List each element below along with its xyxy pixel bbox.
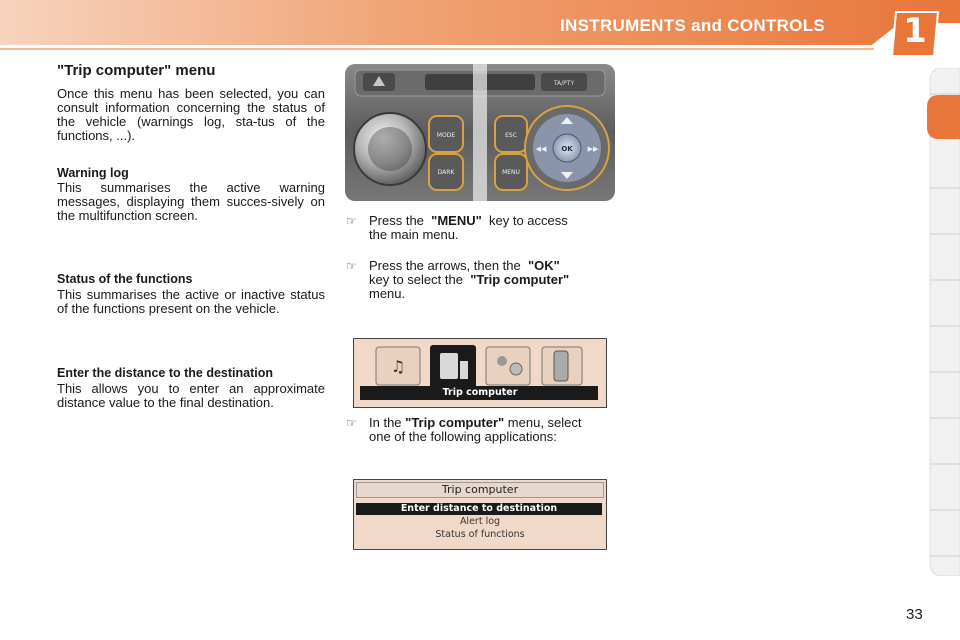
active-chapter-tab[interactable] (925, 95, 960, 139)
screen2-item-alert-log[interactable]: Alert log (459, 516, 501, 527)
warning-log-text: This summarises the active warning messages, displaying them succes-sively on the multifunction screen. (57, 180, 325, 223)
step2-line3: menu. (369, 286, 406, 301)
page-number: 33 (906, 606, 923, 623)
pointing-hand-icon: ☞ (346, 416, 357, 430)
esc-label: ESC (505, 132, 517, 139)
trip-computer-screen (353, 479, 607, 550)
control-panel-photo (345, 64, 615, 201)
step3-line1: In the "Trip computer" menu, select (369, 415, 582, 430)
mode-label: MODE (436, 132, 456, 139)
distance-heading: Enter the distance to the destination (57, 366, 273, 380)
menu-label: MENU (502, 169, 520, 176)
screen1-selected-label: Trip computer (442, 387, 518, 398)
distance-text: This allows you to enter an approximate distance value to the final destination. (57, 381, 325, 410)
intro-paragraph: Once this menu has been selected, you can consult information concerning the status of the vehicle (warnings log, sta-tus of the functions, ...). (57, 86, 325, 143)
pointing-hand-icon: ☞ (346, 214, 357, 228)
step1-line2: the main menu. (369, 227, 459, 242)
chapter-tabs-rail (928, 68, 960, 576)
svg-text:◀◀: ◀◀ (535, 145, 547, 153)
main-menu-screen (353, 338, 607, 408)
section-title: INSTRUMENTS and CONTROLS (560, 16, 826, 35)
ok-label: OK (561, 145, 573, 153)
screen2-selected-item[interactable]: Enter distance to destination (356, 503, 602, 515)
screen2-title: Trip computer (441, 483, 519, 496)
step3-line2: one of the following applications: (369, 429, 557, 444)
dark-label: DARK (437, 169, 455, 176)
step2-line1: Press the arrows, then the "OK" (369, 258, 560, 273)
step2-line2: key to select the "Trip computer" (369, 272, 570, 287)
page-title: "Trip computer" menu (57, 62, 216, 79)
svg-text:▶▶: ▶▶ (587, 145, 599, 153)
step1-line1: Press the "MENU" key to access (369, 213, 568, 228)
pointing-hand-icon: ☞ (346, 259, 357, 273)
svg-text:♫: ♫ (390, 357, 406, 376)
chapter-number: 1 (903, 11, 927, 51)
screen2-item-status[interactable]: Status of functions (435, 529, 525, 540)
status-functions-heading: Status of the functions (57, 272, 193, 286)
status-functions-text: This summarises the active or inactive status of the functions present on the vehicle. (57, 287, 325, 316)
warning-log-heading: Warning log (57, 166, 129, 180)
ta-pty-label: TA/PTY (553, 80, 575, 87)
